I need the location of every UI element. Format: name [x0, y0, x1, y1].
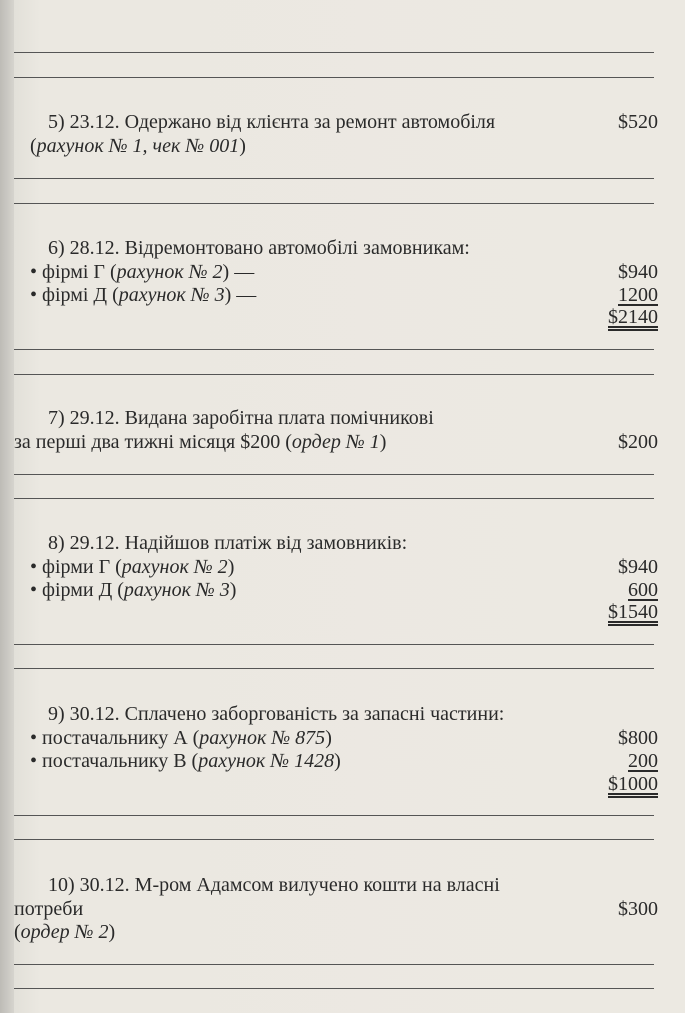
- answer-line: [14, 839, 654, 840]
- entry-9-heading: 9) 30.12. Сплачено заборгованість за запасні частини:: [48, 703, 505, 725]
- entry-8-line-1-amount: $940: [618, 556, 658, 578]
- answer-line: [14, 178, 654, 179]
- entry-9-line-1-amount: $800: [618, 727, 658, 749]
- answer-line: [14, 988, 654, 989]
- entry-8-line-2: • фірми Д (рахунок № 3): [30, 579, 237, 601]
- answer-line: [14, 964, 654, 965]
- entry-10-amount: $300: [618, 898, 658, 920]
- entry-10-line-3: (ордер № 2): [14, 921, 116, 943]
- entry-7-amount: $200: [618, 431, 658, 453]
- entry-8-total: $1540: [608, 601, 658, 623]
- entry-6-line-1: • фірмі Г (рахунок № 2) —: [30, 261, 255, 283]
- entry-9-line-2-amount: 200: [628, 750, 658, 772]
- answer-line: [14, 644, 654, 645]
- entry-8-line-2-amount: 600: [628, 579, 658, 601]
- answer-line: [14, 815, 654, 816]
- answer-line: [14, 668, 654, 669]
- answer-line: [14, 203, 654, 204]
- entry-6-total: $2140: [608, 306, 658, 328]
- entry-10-line-2: потреби: [14, 898, 84, 920]
- answer-line: [14, 52, 654, 53]
- entry-6-line-2: • фірмі Д (рахунок № 3) —: [30, 284, 257, 306]
- entry-7-line-2: за перші два тижні місяця $200 (ордер № 1): [14, 431, 387, 453]
- entry-8-line-1: • фірми Г (рахунок № 2): [30, 556, 235, 578]
- entry-9-line-1: • постачальнику А (рахунок № 875): [30, 727, 332, 749]
- answer-line: [14, 374, 654, 375]
- page-binding-shadow: [0, 0, 14, 1013]
- entry-5-amount: $520: [618, 111, 658, 133]
- entry-10-heading: 10) 30.12. М-ром Адамсом вилучено кошти на власні: [48, 874, 500, 896]
- entry-6-heading: 6) 28.12. Відремонтовано автомобілі замовникам:: [48, 237, 470, 259]
- entry-7-heading: 7) 29.12. Видана заробітна плата помічникові: [48, 407, 434, 429]
- entry-6-line-2-amount: 1200: [618, 284, 658, 306]
- answer-line: [14, 498, 654, 499]
- answer-line: [14, 349, 654, 350]
- entry-6-line-1-amount: $940: [618, 261, 658, 283]
- entry-9-total: $1000: [608, 773, 658, 795]
- answer-line: [14, 474, 654, 475]
- entry-9-line-2: • постачальнику В (рахунок № 1428): [30, 750, 341, 772]
- answer-line: [14, 77, 654, 78]
- entry-8-heading: 8) 29.12. Надійшов платіж від замовників:: [48, 532, 408, 554]
- entry-5-reference: (рахунок № 1, чек № 001): [30, 135, 246, 157]
- entry-5-heading: 5) 23.12. Одержано від клієнта за ремонт автомобіля: [48, 111, 496, 133]
